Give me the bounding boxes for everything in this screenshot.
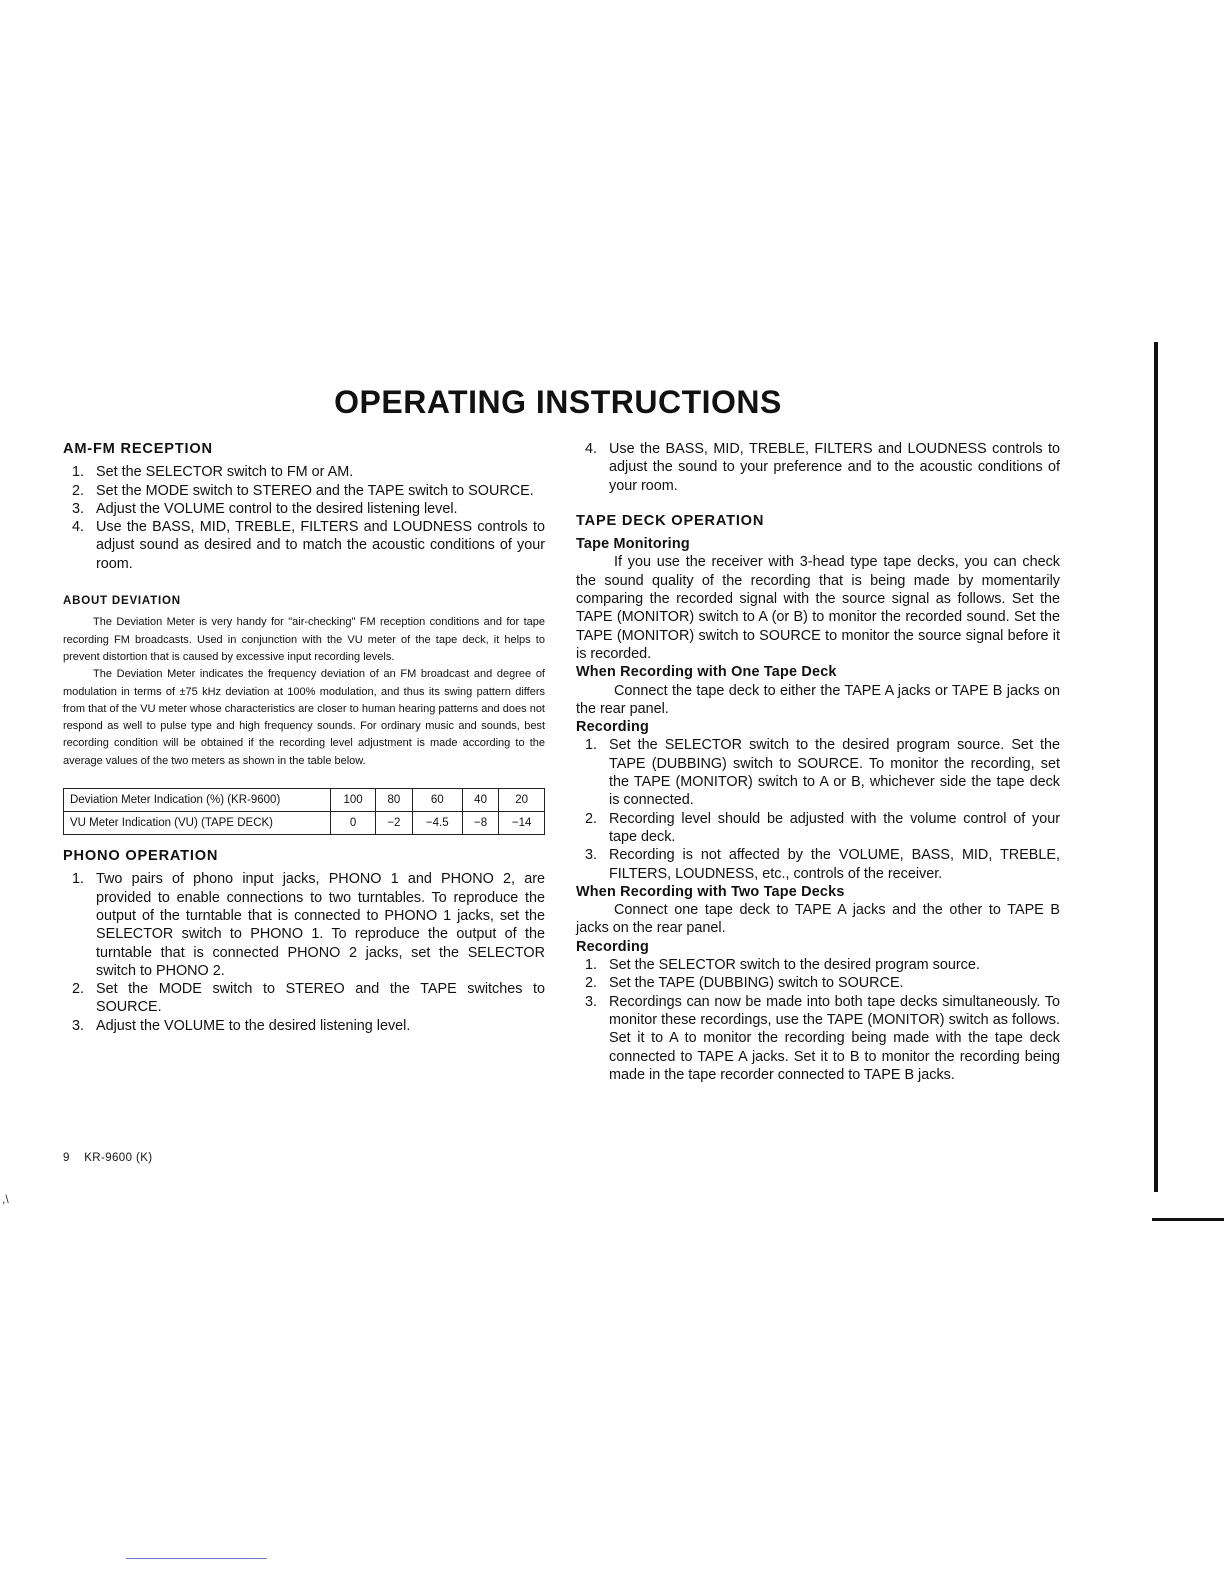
item-number: 1. [585,737,598,754]
list-item [63,870,545,980]
two-deck-text: Connect one tape deck to TAPE A jacks and the other to TAPE B jacks on the rear panel. [576,902,1060,937]
item-number: 2. [72,981,85,998]
item-text: Set the TAPE (DUBBING) switch to SOURCE. [609,975,904,992]
item-number: 2. [72,482,85,499]
model-label: KR-9600 (K) [84,1152,153,1164]
margin-rule-vertical [1154,342,1158,1192]
item-number: 3. [585,847,598,864]
tape-monitoring-heading: Tape Monitoring [576,536,690,553]
list-item [576,974,1060,992]
item-text: Recordings can now be made into both tape decks simultaneously. To monitor these recordings, use the TAPE (MONITOR) switch as follows. Set it to A to monitor the recording being made with the tape deck connected to TAPE A jacks. Set it to B to monitor the recording being made in the tape recorder connected to TAPE B jacks. [609,993,1060,1083]
table-cell: VU Meter Indication (VU) (TAPE DECK) [64,812,331,835]
item-text: Set the SELECTOR switch to the desired program source. Set the TAPE (DUBBING) switch to SOURCE. To monitor the recording, set the TAPE (MONITOR) switch to A or B, whichever side the tape deck is connected. [609,737,1060,809]
right-column [576,440,1060,1084]
page-footer [63,1152,153,1164]
item-number: 2. [585,975,598,992]
one-deck-text: Connect the tape deck to either the TAPE A jacks or TAPE B jacks on the rear panel. [576,682,1060,717]
list-item [576,810,1060,847]
deviation-heading: ABOUT DEVIATION [63,595,181,608]
item-number: 1. [72,871,85,888]
page-title: OPERATING INSTRUCTIONS [334,384,782,420]
deviation-paragraph-1: The Deviation Meter is very handy for "air-checking" FM reception conditions and for tape recording FM broadcasts. Used in conjunction with the VU meter of the tape deck, it helps to prevent distortion that is caused by excessive input recording levels. [63,616,545,663]
item-text: Two pairs of phono input jacks, PHONO 1 and PHONO 2, are provided to enable connections to two turntables. To reproduce the output of the turntable that is connected to PHONO 1 jacks, set the SELECTOR switch to PHONO 1. To reproduce the output of the turntable that is connected PHONO 2 jacks, set the SELECTOR switch to PHONO 2. [96,871,545,979]
item-text: Adjust the VOLUME to the desired listening level. [96,1017,411,1034]
list-item [576,993,1060,1084]
table-cell: −14 [499,812,545,835]
table-row [64,789,545,812]
item-number: 3. [585,993,598,1010]
deviation-table [63,788,545,835]
table-cell: 0 [331,812,376,835]
left-column [63,440,545,1035]
phono-continued-list [576,440,1060,495]
item-text: Set the MODE switch to STEREO and the TAPE switches to SOURCE. [96,981,545,1016]
table-cell: −8 [462,812,499,835]
item-number: 1. [72,464,85,481]
recording-heading: Recording [576,719,649,736]
list-item [63,1017,545,1035]
deviation-paragraph-2: The Deviation Meter indicates the frequency deviation of an FM broadcast and degree of modulation in terms of ±75 kHz deviation at 100% modulation, and thus its swing pattern differs from that of the VU meter whose characteristics are closer to human hearing patterns and does not respond as well to pulse type and high frequency sounds. For ordinary music and sounds, best recording condition will be obtained if the recording level adjustment is made according to the average values of the two meters as shown in the table below. [63,668,545,767]
recording-heading: Recording [576,938,649,955]
table-row [64,812,545,835]
one-deck-heading: When Recording with One Tape Deck [576,664,837,681]
item-number: 4. [72,519,85,536]
item-text: Set the SELECTOR switch to FM or AM. [96,464,354,481]
page-number: 9 [63,1152,70,1164]
table-cell: 20 [499,789,545,812]
two-deck-list [576,956,1060,1084]
table-cell: −4.5 [412,812,462,835]
item-text: Set the SELECTOR switch to the desired program source. [609,957,980,974]
list-item [63,482,545,500]
item-text: Use the BASS, MID, TREBLE, FILTERS and LOUDNESS controls to adjust sound as desired and to match the acoustic conditions of your room. [96,519,545,572]
am-fm-heading: AM-FM RECEPTION [63,441,213,457]
table-cell: 100 [331,789,376,812]
item-text: Use the BASS, MID, TREBLE, FILTERS and LOUDNESS controls to adjust the sound to your preference and to the acoustic conditions of your room. [609,441,1060,494]
scan-mark: ,\ [2,1192,9,1206]
item-number: 2. [585,810,598,827]
list-item [63,518,545,573]
blue-rule [126,1558,267,1559]
item-number: 1. [585,957,598,974]
item-text: Adjust the VOLUME control to the desired listening level. [96,500,458,517]
phono-heading: PHONO OPERATION [63,848,219,865]
list-item [63,980,545,1017]
list-item [576,956,1060,974]
margin-rule-horizontal [1152,1218,1224,1221]
item-number: 3. [72,1017,85,1034]
table-cell: 60 [412,789,462,812]
tape-monitoring-text: If you use the receiver with 3-head type tape decks, you can check the sound quality of the recording that is being made by momentarily comparing the recorded signal with the source signal as follows. Set the TAPE (MONITOR) switch to A (or B) to monitor the recorded sound. Set the TAPE (MONITOR) switch to SOURCE to monitor the source signal before it is recorded. [576,554,1060,662]
item-text: Set the MODE switch to STEREO and the TAPE switch to SOURCE. [96,482,534,499]
two-deck-heading: When Recording with Two Tape Decks [576,883,845,900]
deviation-text [63,614,545,770]
item-number: 3. [72,500,85,517]
list-item [63,500,545,518]
item-text: Recording is not affected by the VOLUME, BASS, MID, TREBLE, FILTERS, LOUDNESS, etc., controls of the receiver. [609,847,1060,882]
table-cell: 80 [376,789,413,812]
one-deck-list [576,736,1060,882]
list-item [576,736,1060,809]
am-fm-list [63,463,545,573]
item-number: 4. [585,441,598,457]
phono-list [63,870,545,1035]
item-text: Recording level should be adjusted with the volume control of your tape deck. [609,810,1060,845]
table-cell: 40 [462,789,499,812]
list-item [63,463,545,481]
table-cell: −2 [376,812,413,835]
list-item [576,440,1060,495]
table-cell: Deviation Meter Indication (%) (KR-9600) [64,789,331,812]
list-item [576,846,1060,883]
tape-deck-heading: TAPE DECK OPERATION [576,512,765,529]
